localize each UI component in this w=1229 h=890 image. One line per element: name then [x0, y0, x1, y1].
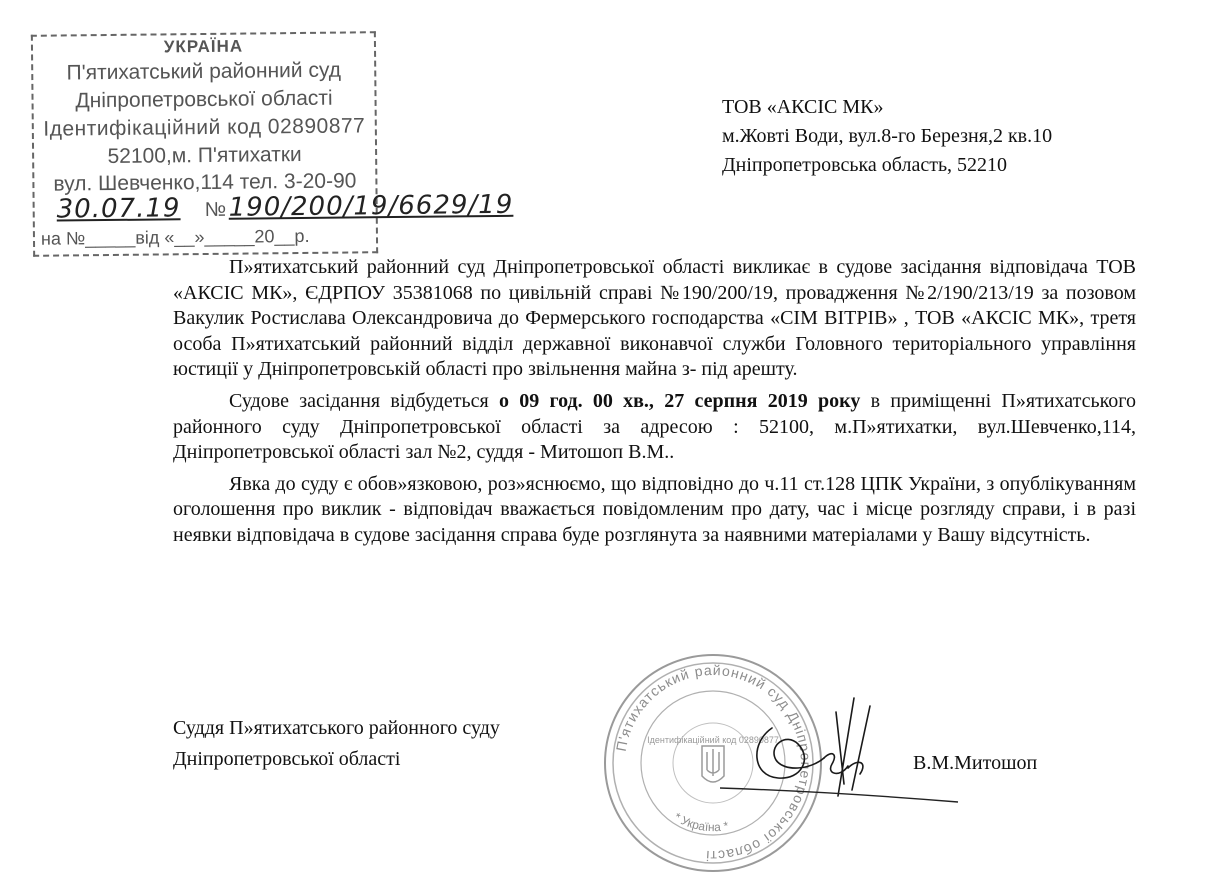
addressee-name: ТОВ «АКСІС МК» [722, 96, 884, 118]
stamp-number-prefix: № [204, 198, 227, 222]
addressee-address: м.Жовті Води, вул.8-го Березня,2 кв.10 [722, 125, 1053, 147]
hearing-text-before: Судове засідання відбудеться [229, 389, 499, 412]
stamp-country: УКРАЇНА [163, 36, 244, 57]
judge-name: В.М.Митошоп [913, 752, 1038, 774]
stamp-date-handwritten: 30.07.19 [56, 193, 181, 225]
paragraph-summons: П»ятихатський районний суд Дніпропетровської області викликає в судове засідання відповідача ТОВ «АКСІС МК», ЄДРПОУ 35381068 по цивільній справі №190/200/19, провадження №2/190/213/19 за позовом Вакулик Ростислава Олександровича до Фермерського господарства «СІМ ВІТРІВ» , ТОВ «АКСІС МК», третя особа П»ятихатський районний відділ державної виконавчої служби Головного територіального управління юстиції у Дніпропетровській області про звільнення майна з- під арешту. [173, 256, 1136, 381]
stamp-court-region: Дніпропетровської області [75, 86, 333, 113]
hearing-text-after: в приміщенні П»ятихатського районного суду Дніпропетровської області за адресою : 52100, м.П»ятихатки, вул.Шевченко,114, Дніпропетровської області зал №2, суддя - Митошоп В.М.. [173, 389, 1137, 464]
court-registration-stamp [31, 31, 514, 257]
signature-underline-stroke [720, 770, 960, 810]
seal-ring-text: П'ятихатський районний суд Дніпропетровської області [612, 661, 815, 865]
stamp-street: вул. Шевченко,114 тел. 3-20-90 [53, 169, 357, 196]
stamp-reply-line: на №_____від «__»_____20__р. [40, 225, 310, 249]
paragraph-hearing [173, 389, 1136, 466]
seal-inner-text: Ідентифікаційний код 02890877 [647, 735, 779, 745]
judge-position-line1: Суддя П»ятихатського районного суду [173, 717, 500, 739]
hearing-datetime: о 09 год. 00 хв., 27 серпня 2019 року [498, 389, 861, 412]
seal-bottom-text: * Україна * [671, 809, 730, 835]
stamp-court-name: П'ятихатський районний суд [66, 58, 342, 85]
stamp-postal: 52100,м. П'ятихатки [107, 142, 302, 169]
stamp-number-handwritten: 190/200/19/6629/19 [228, 189, 514, 223]
addressee-block [722, 93, 1052, 180]
judge-position [173, 713, 500, 775]
judge-position-line2: Дніпропетровської області [173, 748, 401, 770]
addressee-region: Дніпропетровська область, 52210 [722, 154, 1008, 176]
notice-body [173, 255, 1136, 555]
stamp-id-code: Ідентифікаційний код 02890877 [43, 114, 366, 141]
paragraph-attendance: Явка до суду є обов»язковою, роз»яснюємо, що відповідно до ч.11 ст.128 ЦПК України, з опублікуванням оголошення про виклик - відповідач вважається повідомленим про дату, час і місце розгляду справи, і в разі неявки відповідача в судове засідання справа буде розглянута за наявними матеріалами у Вашу відсутність. [173, 472, 1136, 546]
stamp-registration-row [43, 189, 514, 226]
